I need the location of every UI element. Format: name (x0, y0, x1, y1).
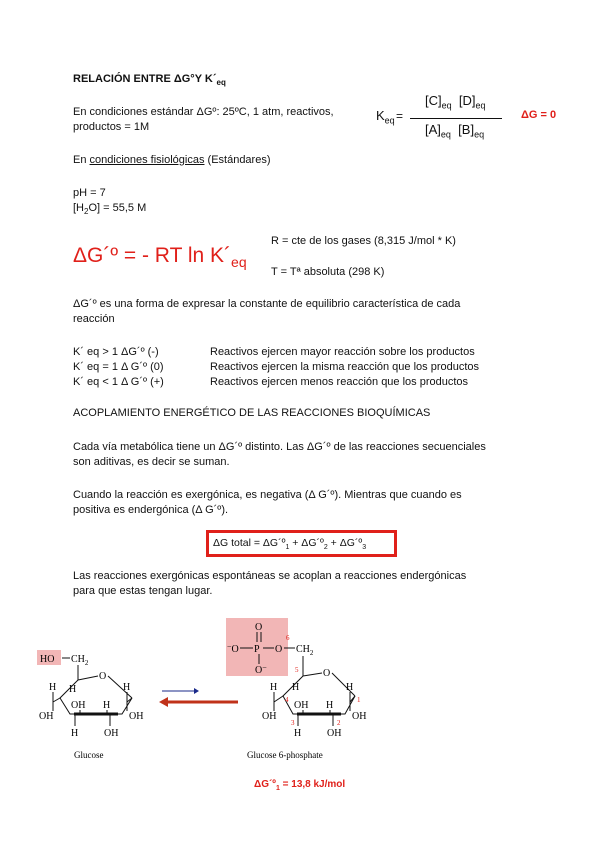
glucose-ring-o: O (99, 671, 107, 682)
g6p-oh1: OH (352, 711, 367, 722)
para1-line2: son aditivas, es decir se suman. (73, 456, 230, 468)
num-d: [D] (458, 93, 476, 108)
reaction-figure (0, 610, 600, 840)
g6p-oh4: OH (262, 711, 277, 722)
big-equation-main: ΔG´º = - RT ln K´ (73, 244, 232, 267)
std-conditions-line1: En condiciones estándar ΔGº: 25ºC, 1 atm, reactivos, (73, 106, 334, 118)
r-definition: R = cte de los gases (8,315 J/mol * K) (271, 235, 456, 247)
physio-prefix: En (73, 154, 90, 166)
g6p-c4-sub (274, 696, 283, 702)
den-b: [B] (458, 122, 475, 137)
g6p-h-c5: H (292, 682, 300, 693)
t-definition: T = Tª absoluta (298 K) (271, 266, 385, 278)
meaning-1: Reactivos ejercen la misma reacción que los productos (210, 361, 480, 373)
para2-line2: positiva es endergónica (Δ G´º). (73, 504, 229, 516)
dg1-value (254, 779, 345, 792)
g6p-ch2 (296, 644, 314, 657)
total-equation (213, 536, 366, 555)
keq-denominator (425, 122, 484, 143)
den-b-sub: eq (474, 129, 485, 140)
g6p-h-c2top: H (326, 700, 334, 711)
total-eq-s3: 3 (362, 544, 367, 552)
cond-2: K´ eq < 1 Δ G´º (+) (73, 376, 164, 388)
g6p-oh-c2bot: OH (327, 728, 342, 739)
carbon-num-2: 2 (337, 719, 341, 727)
dg1-sub: 1 (275, 785, 280, 792)
total-eq-s2: 2 (323, 544, 328, 552)
title-main: RELACIÓN ENTRE ΔG°Y K´ (73, 73, 217, 85)
h2o-sub: 2 (84, 207, 89, 217)
g6p-h1-top: H (346, 682, 354, 693)
g6p-ring-o-left (303, 673, 322, 676)
para3-line1: Las reacciones exergónicas espontáneas se acoplan a reacciones endergónicas (73, 570, 467, 582)
glucose-h4-top: H (49, 682, 57, 693)
num-c-sub: eq (441, 100, 452, 111)
phosphate-top-o: O (255, 622, 263, 633)
g6p-h-c3bot: H (294, 728, 302, 739)
keq-label-sub: eq (384, 115, 395, 126)
fraction-bar (410, 118, 502, 119)
glucose-h-c5: H (69, 684, 77, 695)
den-a: [A] (425, 122, 441, 137)
num-c: [C] (425, 93, 442, 108)
glucose-oh-c3top: OH (71, 700, 86, 711)
total-eq-s1: 1 (285, 544, 290, 552)
dg-zero: ΔG = 0 (521, 109, 557, 121)
cond-0: K´ eq > 1 ΔG´º (-) (73, 346, 159, 358)
total-eq-b: + ΔG´º (289, 537, 324, 549)
g6p-ring-o: O (323, 668, 331, 679)
big-equation-sub: eq (231, 254, 247, 271)
desc-line2: reacción (73, 313, 115, 325)
glucose-h-c2top: H (103, 700, 111, 711)
dg1-number: = 13,8 kJ/mol (279, 779, 346, 790)
glucose-ring-o-left (78, 676, 98, 680)
forward-arrow-head (194, 688, 199, 694)
keq-equals: = (396, 109, 404, 123)
cond-1: K´ eq = 1 Δ G´º (0) (73, 361, 164, 373)
carbon-num-6: 6 (286, 634, 290, 642)
bottom-o-letter: O (255, 665, 263, 676)
glucose-ch2-sub: 2 (84, 659, 89, 667)
keq-label: K (376, 108, 385, 123)
physio-conditions (73, 153, 271, 167)
g6p-oh-c3top: OH (294, 700, 309, 711)
page-title (73, 72, 226, 90)
h2o-b: O] = 55,5 M (88, 202, 147, 214)
carbon-num-5: 5 (295, 666, 299, 674)
glucose-h1-top: H (123, 682, 131, 693)
ph-value: pH = 7 (73, 187, 106, 199)
title-sub: eq (216, 78, 226, 88)
left-o-letter: O (231, 644, 239, 655)
glucose-h-c3bot: H (71, 728, 79, 739)
carbon-num-3: 3 (291, 719, 295, 727)
glucose-oh4: OH (39, 711, 54, 722)
desc-line1: ΔG´º es una forma de expresar la constante de equilibrio característica de cada (73, 298, 461, 310)
carbon-num-4: 4 (285, 696, 289, 704)
dg1-main: ΔG´º (254, 779, 276, 790)
big-equation (73, 244, 247, 274)
phosphate-bridge-o: O (275, 644, 283, 655)
total-eq-a: ΔG total = ΔG´º (213, 537, 286, 549)
reverse-arrow-head (159, 697, 168, 707)
glucose-label: Glucose (74, 750, 104, 760)
section-heading: ACOPLAMIENTO ENERGÉTICO DE LAS REACCIONES BIOQUÍMICAS (73, 407, 431, 419)
g6p-label: Glucose 6-phosphate (247, 750, 323, 760)
g6p-ch2-sub: 2 (309, 649, 314, 657)
phosphate-p: P (254, 644, 260, 655)
meaning-0: Reactivos ejercen mayor reacción sobre los productos (210, 346, 475, 358)
glucose-oh1: OH (129, 711, 144, 722)
total-eq-c: + ΔG´º (327, 537, 363, 549)
g6p-h4-top: H (270, 682, 278, 693)
physio-underlined: condiciones fisiológicas (89, 154, 205, 166)
g6p-ch2-main: CH (296, 644, 310, 655)
std-conditions-line2: productos = 1M (73, 121, 150, 133)
glucose-ch2 (71, 654, 89, 667)
physio-suffix: (Estándares) (204, 154, 271, 166)
bottom-o-minus: − (262, 663, 267, 672)
keq-formula (376, 108, 395, 129)
glucose-oh-c2bot: OH (104, 728, 119, 739)
para1-line1: Cada vía metabólica tiene un ΔG´º distinto. Las ΔG´º de las reacciones secuenciales (73, 441, 486, 453)
num-d-sub: eq (475, 100, 486, 111)
h2o-value (73, 201, 146, 219)
den-a-sub: eq (440, 129, 451, 140)
h2o-a: [H (73, 202, 84, 214)
glucose-c4-sub (53, 698, 60, 702)
para2-line1: Cuando la reacción es exergónica, es negativa (Δ G´º). Mientras que cuando es (73, 489, 462, 501)
carbon-num-1: 1 (357, 696, 361, 704)
meaning-2: Reactivos ejercen menos reacción que los productos (210, 376, 469, 388)
glucose-ch2-main: CH (71, 654, 85, 665)
para3-line2: para que estas tengan lugar. (73, 585, 213, 597)
keq-numerator (425, 93, 486, 114)
glucose-ho: HO (40, 654, 55, 665)
left-o-minus: − (227, 642, 232, 651)
